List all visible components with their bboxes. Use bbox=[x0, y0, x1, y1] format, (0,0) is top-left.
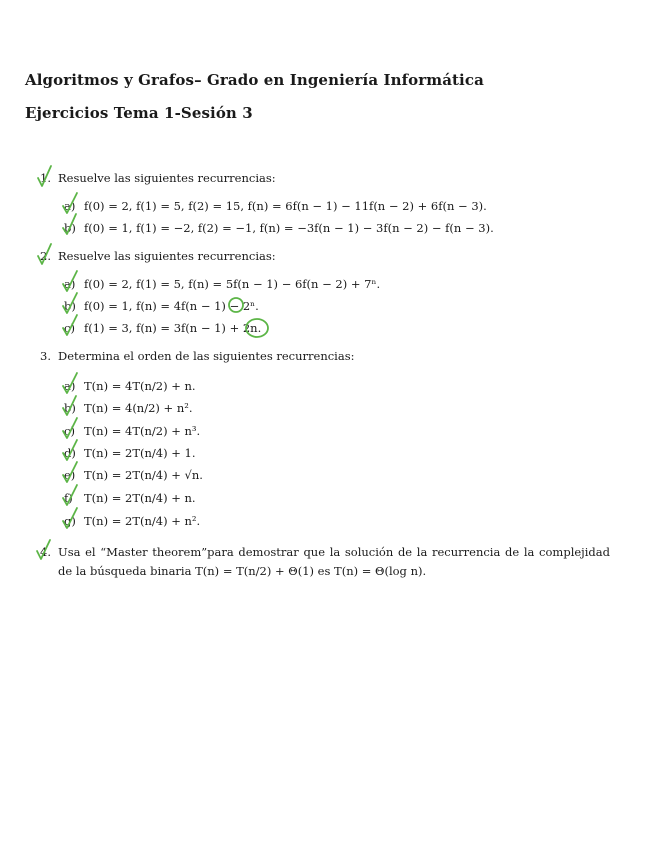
list-item bbox=[64, 446, 195, 460]
list-item bbox=[64, 379, 196, 393]
item-formula: T(n) = 2T(n/4) + n. bbox=[84, 491, 196, 505]
exercise-2 bbox=[40, 249, 276, 263]
item-formula: T(n) = 4T(n/2) + n. bbox=[84, 379, 196, 393]
list-item bbox=[64, 491, 196, 505]
item-label: f) bbox=[64, 491, 73, 505]
exercise-statement: Resuelve las siguientes recurrencias: bbox=[58, 249, 276, 263]
item-formula: f(1) = 3, f(n) = 3f(n − 1) + 2n. bbox=[84, 321, 262, 335]
exercise-number: 3. bbox=[40, 349, 51, 363]
item-formula: T(n) = 2T(n/4) + n². bbox=[84, 514, 201, 528]
list-item bbox=[64, 277, 380, 291]
list-item bbox=[64, 514, 200, 528]
exercise-statement: Resuelve las siguientes recurrencias: bbox=[58, 171, 276, 185]
item-label: b) bbox=[64, 221, 76, 235]
list-item bbox=[64, 424, 200, 438]
list-item bbox=[64, 299, 259, 313]
item-label: e) bbox=[64, 468, 76, 482]
exercise-number: 1. bbox=[40, 171, 51, 185]
item-label: c) bbox=[64, 321, 75, 335]
item-label: a) bbox=[64, 277, 76, 291]
item-label: g) bbox=[64, 514, 76, 528]
list-item bbox=[64, 401, 193, 415]
page-title: Algoritmos y Grafos– Grado en Ingeniería Informática bbox=[25, 71, 484, 89]
list-item bbox=[64, 221, 494, 235]
exercise-number: 2. bbox=[40, 249, 51, 263]
item-label: b) bbox=[64, 299, 76, 313]
item-formula: f(0) = 1, f(n) = 4f(n − 1) − 2ⁿ. bbox=[84, 299, 259, 313]
item-formula: T(n) = 4T(n/2) + n³. bbox=[84, 424, 201, 438]
item-label: d) bbox=[64, 446, 76, 460]
exercise-statement: Determina el orden de las siguientes recurrencias: bbox=[58, 349, 355, 363]
exercise-number: 4. bbox=[40, 545, 51, 559]
item-formula: f(0) = 2, f(1) = 5, f(n) = 5f(n − 1) − 6f(n − 2) + 7ⁿ. bbox=[84, 277, 381, 291]
exercise-4 bbox=[40, 543, 610, 581]
exercise-3 bbox=[40, 349, 354, 363]
item-formula: f(0) = 2, f(1) = 5, f(2) = 15, f(n) = 6f(n − 1) − 11f(n − 2) + 6f(n − 3). bbox=[84, 199, 487, 213]
item-formula: f(0) = 1, f(1) = −2, f(2) = −1, f(n) = −3f(n − 1) − 3f(n − 2) − f(n − 3). bbox=[84, 221, 494, 235]
item-label: c) bbox=[64, 424, 75, 438]
page-subtitle: Ejercicios Tema 1-Sesión 3 bbox=[25, 104, 253, 122]
item-label: a) bbox=[64, 379, 76, 393]
exercise-1 bbox=[40, 171, 276, 185]
list-item bbox=[64, 199, 487, 213]
item-label: a) bbox=[64, 199, 76, 213]
item-formula: T(n) = 4(n/2) + n². bbox=[84, 401, 193, 415]
list-item bbox=[64, 321, 261, 335]
item-formula: T(n) = 2T(n/4) + √n. bbox=[84, 468, 203, 482]
exercise-statement: Usa el “Master theorem”para demostrar que la solución de la recurrencia de la complejidad de la búsqueda binaria T(n) = T(n/2) + Θ(1) es T(n) = Θ(log n). bbox=[58, 545, 610, 578]
list-item bbox=[64, 468, 203, 482]
item-formula: T(n) = 2T(n/4) + 1. bbox=[84, 446, 196, 460]
item-label: b) bbox=[64, 401, 76, 415]
